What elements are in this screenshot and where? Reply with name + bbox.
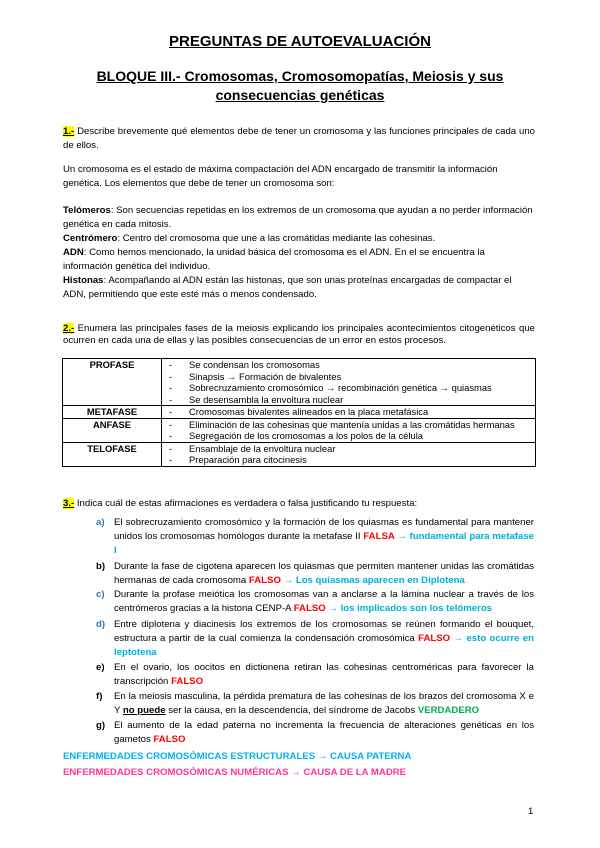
question-1-answer-intro: Un cromosoma es el estado de máxima compactación del ADN encargado de transmitir la información genética. Los elementos que debe de tener un cromosoma son:: [63, 164, 498, 189]
statement-label: a): [96, 517, 105, 528]
statement-d: d) Entre diplotena y diacinesis los extremos de los cromosomas se reúnen formando el bouquet, estructura a partir de la cual comienza la condensación cromosómica FALSO → esto ocurre en leptotena: [96, 619, 534, 658]
element-term: Telómeros: [63, 205, 111, 216]
element-desc: : Son secuencias repetidas en los extremos de un cromosoma que ayudan a no perder información genética en cada mitosis.: [63, 205, 533, 230]
element-term: ADN: [63, 247, 84, 258]
verdict-label: FALSA: [363, 531, 395, 542]
phase-event: - Se condensan los cromosomas: [169, 359, 320, 370]
phase-event: - Se desensambla la envoltura nuclear: [169, 393, 344, 405]
question-1-number: 1.-: [63, 126, 75, 137]
phase-events: [162, 406, 536, 419]
element-desc: : Acompañando al ADN están las histonas, que son unas proteínas encargadas de compactar el ADN, permitiendo que este esté más o menos condensado.: [63, 275, 512, 300]
question-2-number: 2.-: [63, 323, 75, 334]
element-term: Centrómero: [63, 233, 118, 244]
element-desc: : Centro del cromosoma que une a las cromátidas mediante las cohesinas.: [117, 233, 436, 244]
page-title: PREGUNTAS DE AUTOEVALUACIÓN: [169, 33, 431, 50]
table-row: [63, 406, 536, 419]
element-term: Histonas: [63, 275, 104, 286]
phase-event: - Ensamblaje de la envoltura nuclear: [169, 442, 336, 454]
question-2: [63, 323, 535, 347]
question-3-text: Indica cuál de estas afirmaciones es verdadera o falsa justificando tu respuesta:: [74, 498, 418, 509]
phase-event: - Cromosomas bivalentes alineados en la placa metafásica: [169, 406, 429, 417]
verdict-label: FALSO: [153, 734, 186, 745]
table-row: [63, 359, 536, 406]
phase-name: PROFASE: [63, 359, 162, 406]
statement-f: f) En la meiosis masculina, la pérdida prematura de las cohesinas de los brazos del cromosoma X e Y no puede ser la causa, en la descendencia, del síndrome de Jacobs VERDADERO: [96, 691, 534, 716]
statement-label: g): [96, 720, 106, 731]
phase-name: ANFASE: [63, 418, 162, 442]
element-adn: [63, 246, 535, 274]
statement-label: b): [96, 561, 106, 572]
statement-c: c) Durante la profase meiótica los cromosomas van a anclarse a la lámina nuclear a través de los centrómeros gracias a la histona CENP-A FALSO → los implicados son los telómeros: [96, 589, 534, 614]
phase-event: - Sobrecruzamiento cromosómico → recombinación genética → quiasmas: [169, 382, 492, 393]
phase-name: TELOFASE: [63, 442, 162, 466]
element-centromero: [63, 232, 535, 246]
element-desc: : Como hemos mencionado, la unidad básica del cromosoma es el ADN. En el se encuentra la información genética del individuo.: [63, 247, 485, 272]
phase-event: - Segregación de los cromosomas a los polos de la célula: [169, 430, 423, 441]
statement-b: b) Durante la fase de cigotena aparecen los quiasmas que permiten mantener unidas las cromátidas hermanas de cada cromosoma FALSO → Los quiasmas aparecen en Diplotena: [96, 561, 534, 586]
statement-label: f): [96, 691, 103, 702]
verdict-label: VERDADERO: [417, 705, 480, 716]
statement-label: d): [96, 619, 106, 630]
phase-events: [162, 442, 536, 466]
question-1: [63, 125, 535, 153]
correction-text: → fundamental para metafase I: [114, 531, 534, 556]
statement-e: e) En el ovario, los oocitos en dictionena retiran las cohesinas centroméricas para favorecer la transcripción FALSO: [96, 662, 534, 687]
statement-label: c): [96, 589, 105, 600]
verdict-label: FALSO: [171, 676, 204, 687]
element-telomeros: [63, 204, 535, 232]
statement-a: a) El sobrecruzamiento cromosómico y la formación de los quiasmas es fundamental para mantener unidos los cromosomas homólogos durante la metafase II FALSA → fundamental para metafase I: [96, 517, 534, 556]
verdict-label: FALSO: [293, 603, 326, 614]
phase-name: METAFASE: [63, 406, 162, 419]
verdict-label: FALSO: [418, 633, 451, 644]
element-histonas: [63, 274, 535, 302]
question-3: [63, 497, 535, 511]
question-1-text: Describe brevemente qué elementos debe de tener un cromosoma y las funciones principales de cada uno de ellos.: [63, 126, 535, 151]
statement-label: e): [96, 662, 105, 673]
question-3-number: 3.-: [63, 498, 75, 509]
page-number: 1: [528, 806, 534, 817]
verdict-label: FALSO: [248, 575, 281, 586]
chromosome-elements: [63, 204, 535, 302]
correction-text: → los implicados son los telómeros: [325, 603, 493, 614]
phase-event: - Sinapsis → Formación de bivalentes: [169, 370, 342, 382]
enfermedades-numericas: ENFERMEDADES CROMOSÓMICAS NUMÉRICAS → CAUSA DE LA MADRE: [63, 767, 407, 778]
correction-text: → Los quiasmas aparecen en Diplotena: [280, 575, 465, 586]
enfermedades-estructurales: ENFERMEDADES CROMOSÓMICAS ESTRUCTURALES → CAUSA PATERNA: [63, 751, 412, 762]
meiosis-phases-table: [62, 358, 536, 467]
table-row: [63, 442, 536, 466]
emphasis-no-puede: no puede: [122, 705, 166, 716]
question-2-text: Enumera las principales fases de la meiosis explicando los principales acontecimientos citogenéticos que ocurren en cada una de ellas y las posibles consecuencias de un error en estos procesos.: [63, 323, 535, 346]
subtitle-line-1: BLOQUE III.- Cromosomas, Cromosomopatías, Meiosis y sus: [96, 68, 504, 84]
correction-text: → esto ocurre en leptotena: [114, 633, 534, 658]
phase-event: - Eliminación de las cohesinas que mantenía unidas a las cromátidas hermanas: [169, 418, 515, 430]
phase-events: [162, 359, 536, 406]
page-subtitle: [0, 67, 600, 105]
statement-g: g) El aumento de la edad paterna no incrementa la frecuencia de alteraciones genéticas en los gametos FALSO: [96, 720, 534, 745]
subtitle-line-2: consecuencias genéticas: [215, 87, 385, 103]
phase-event: - Preparación para citocinesis: [169, 454, 307, 465]
phase-events: [162, 418, 536, 442]
table-row: [63, 418, 536, 442]
